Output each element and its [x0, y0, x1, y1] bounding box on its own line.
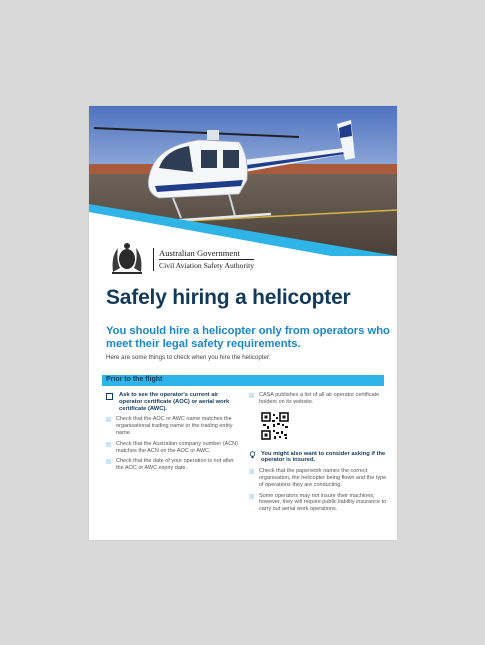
checklist-item [106, 441, 238, 455]
checkbox-icon [106, 442, 111, 447]
tip-heading: You might also want to consider asking if the operator is insured. [261, 450, 386, 464]
item-text: Ask to see the operator's current air operator certificate (AOC) or aerial work certificate (AWC). [119, 392, 230, 412]
brand-text [153, 248, 254, 271]
item-text: Check that the Australian company number (ACN) matches the ACN on the AOC or AWC. [116, 440, 238, 454]
flyer-page [89, 106, 397, 540]
checklist-item [106, 458, 238, 472]
lightbulb-icon [249, 451, 256, 459]
government-logo [107, 242, 254, 276]
checkbox-icon [106, 459, 111, 464]
checkbox-icon [249, 494, 254, 499]
section-header-bar [102, 375, 384, 386]
checklist-item [249, 468, 387, 488]
checklist-item [249, 392, 387, 406]
checkbox-icon [249, 469, 254, 474]
section-title: Prior to the flight [106, 376, 163, 383]
checkbox-icon [249, 393, 254, 398]
tip-heading-row [249, 451, 387, 465]
helicopter-photo [89, 106, 397, 256]
agency-name: Civil Aviation Safety Authority [159, 260, 254, 270]
checklist-right [249, 392, 387, 517]
checklist-item [106, 416, 238, 436]
item-text: Check that the AOC or AWC name matches the organisational trading name or the trading entity name. [116, 416, 233, 436]
item-text: CASA publishes a list of all air operator certificate holders on its website. [259, 392, 380, 405]
checkbox-icon [106, 393, 113, 400]
item-text: Check that the paperwork names the correct organisation, the helicopter being flown and the type of operations they are conducting. [259, 468, 387, 488]
item-text: Some operators may not insure their machines; however, they will require public liability insurance to carry out aerial work operations. [259, 492, 387, 513]
item-text: Check that the date of your operation is not after the AOC or AWC expiry date. [116, 458, 234, 472]
checklist-item [106, 392, 238, 412]
page-title: Safely hiring a helicopter [106, 286, 351, 309]
intro-text: Here are some things to check when you hire the helicopter: [106, 354, 271, 361]
checklist-item [249, 493, 387, 513]
coat-of-arms-icon [107, 242, 147, 276]
qr-code-icon [261, 412, 289, 440]
checklist-left [106, 392, 238, 476]
checkbox-icon [106, 417, 111, 422]
page-subtitle: You should hire a helicopter only from operators who meet their legal safety requirements. [106, 325, 390, 350]
government-name: Australian Government [159, 248, 254, 260]
